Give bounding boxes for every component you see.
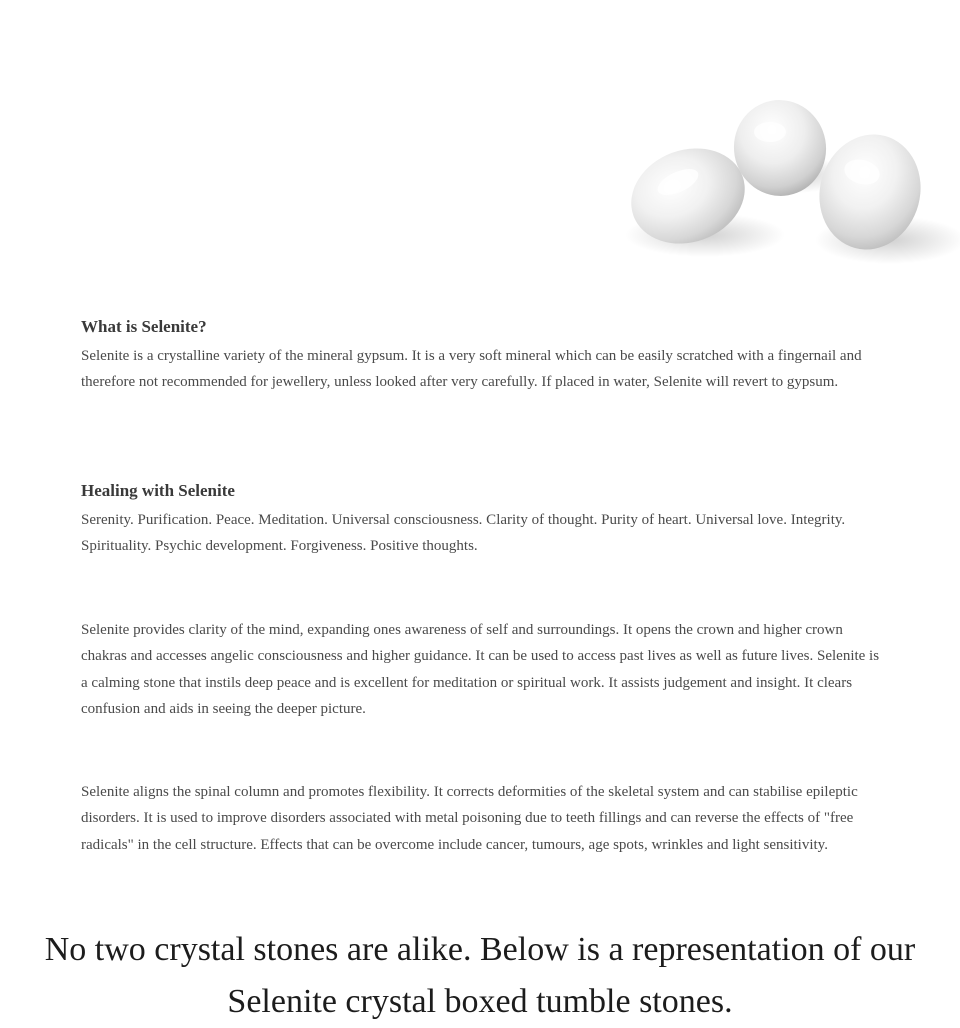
paragraph-spinal: Selenite aligns the spinal column and promotes flexibility. It corrects deformities of the skeletal system and can stabilise epileptic disorders. It is used to improve disorders associated with metal poisoning due to teeth fillings and can reverse the effects of "free radicals" in the cell structure. Effects that can be overcome include cancer, tumours, age spots, wrinkles and light sensitivity. [81,784,858,853]
section-healing [81,481,881,560]
section-what-is-selenite [81,317,881,396]
section-body-what-is: Selenite is a crystalline variety of the mineral gypsum. It is a very soft mineral which can be easily scratched with a fingernail and therefore not recommended for jewellery, unless looked after very carefully. If placed in water, Selenite will revert to gypsum. [81,348,862,391]
selenite-stones-illustration [600,90,960,290]
section-body-healing: Serenity. Purification. Peace. Meditation. Universal consciousness. Clarity of thought. Purity of heart. Universal love. Integrity. Spirituality. Psychic development. Forgiveness. Positive thoughts. [81,512,846,555]
section-title-healing: Healing with Selenite [81,481,235,500]
paragraph-clarity: Selenite provides clarity of the mind, expanding ones awareness of self and surroundings. It opens the crown and higher crown chakras and accesses angelic consciousness and higher guidance. It can be used to access past lives as well as future lives. Selenite is a calming stone that instils deep peace and is excellent for meditation or spiritual work. It assists judgement and insight. It clears confusion and aids in seeing the deeper picture. [81,622,880,718]
tagline: No two crystal stones are alike. Below is a representation of our Selenite crystal boxed tumble stones. [44,931,916,1020]
section-title-what-is: What is Selenite? [81,317,207,336]
selenite-stones-image [600,90,960,290]
